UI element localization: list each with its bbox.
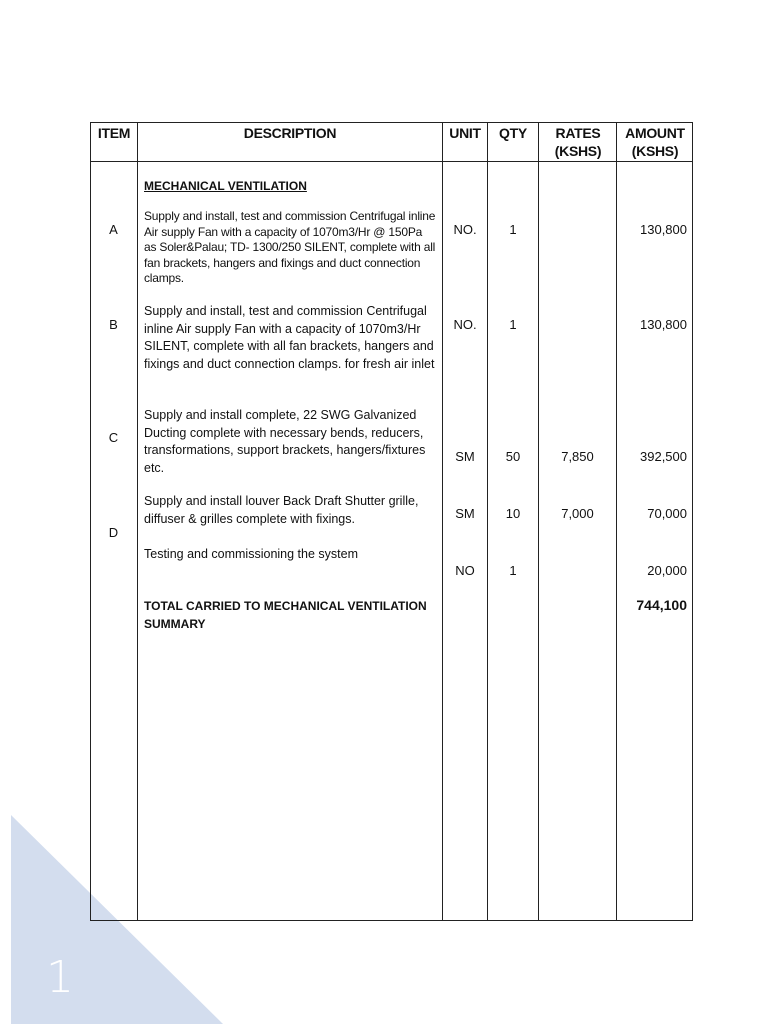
row-a-unit: NO. <box>453 222 477 237</box>
row-c-item: C <box>108 430 119 445</box>
header-description: DESCRIPTION <box>243 125 337 141</box>
row-b-description: Supply and install, test and commission Centrifugal inline Air supply Fan with a capacity of 1070m3/Hr SILENT, complete with all fan brackets, hangers and fixings and duct connection clamps. for fresh air inlet <box>144 304 435 371</box>
row-b-amount: 130,800 <box>640 317 687 332</box>
row-b-qty: 1 <box>509 317 517 332</box>
header-rates: RATES (KSHS) <box>554 125 602 159</box>
row-testing-unit: NO <box>455 563 475 578</box>
row-c-unit: SM <box>455 449 475 464</box>
row-c-rate: 7,850 <box>561 449 594 464</box>
bill-of-quantities-table <box>90 122 693 921</box>
row-testing-amount: 20,000 <box>647 563 687 578</box>
page-number: 1 <box>46 952 74 1003</box>
row-b-unit: NO. <box>453 317 477 332</box>
row-d-unit: SM <box>455 506 475 521</box>
row-a-description: Supply and install, test and commission Centrifugal inline Air supply Fan with a capacity of 1070m3/Hr @ 150Pa as Soler&Palau; TD- 1300/250 SILENT, complete with all fan brackets, hangers and fixings and duct connection clamps. <box>144 209 436 285</box>
row-a-item: A <box>109 222 118 237</box>
row-c-qty: 50 <box>505 449 521 464</box>
row-d-qty: 10 <box>505 506 521 521</box>
total-label: TOTAL CARRIED TO MECHANICAL VENTILATION SUMMARY <box>144 599 427 631</box>
row-c-amount: 392,500 <box>640 449 687 464</box>
header-item: ITEM <box>97 125 131 141</box>
header-qty: QTY <box>499 125 527 141</box>
header-amount: AMOUNT (KSHS) <box>625 125 685 159</box>
row-a-amount: 130,800 <box>640 222 687 237</box>
row-d-description: Supply and install louver Back Draft Shutter grille, diffuser & grilles complete with fixings. <box>144 494 419 526</box>
row-d-rate: 7,000 <box>561 506 594 521</box>
total-amount: 744,100 <box>636 597 687 613</box>
row-a-qty: 1 <box>509 222 517 237</box>
row-d-item: D <box>108 525 119 540</box>
row-b-item: B <box>109 317 118 332</box>
row-c-description: Supply and install complete, 22 SWG Galvanized Ducting complete with necessary bends, reducers, transformations, support brackets, hangers/fixtures etc. <box>144 408 426 475</box>
row-testing-qty: 1 <box>509 563 517 578</box>
row-testing-description: Testing and commissioning the system <box>144 547 358 561</box>
row-d-amount: 70,000 <box>647 506 687 521</box>
header-unit: UNIT <box>449 125 481 141</box>
section-title: MECHANICAL VENTILATION <box>144 179 307 193</box>
